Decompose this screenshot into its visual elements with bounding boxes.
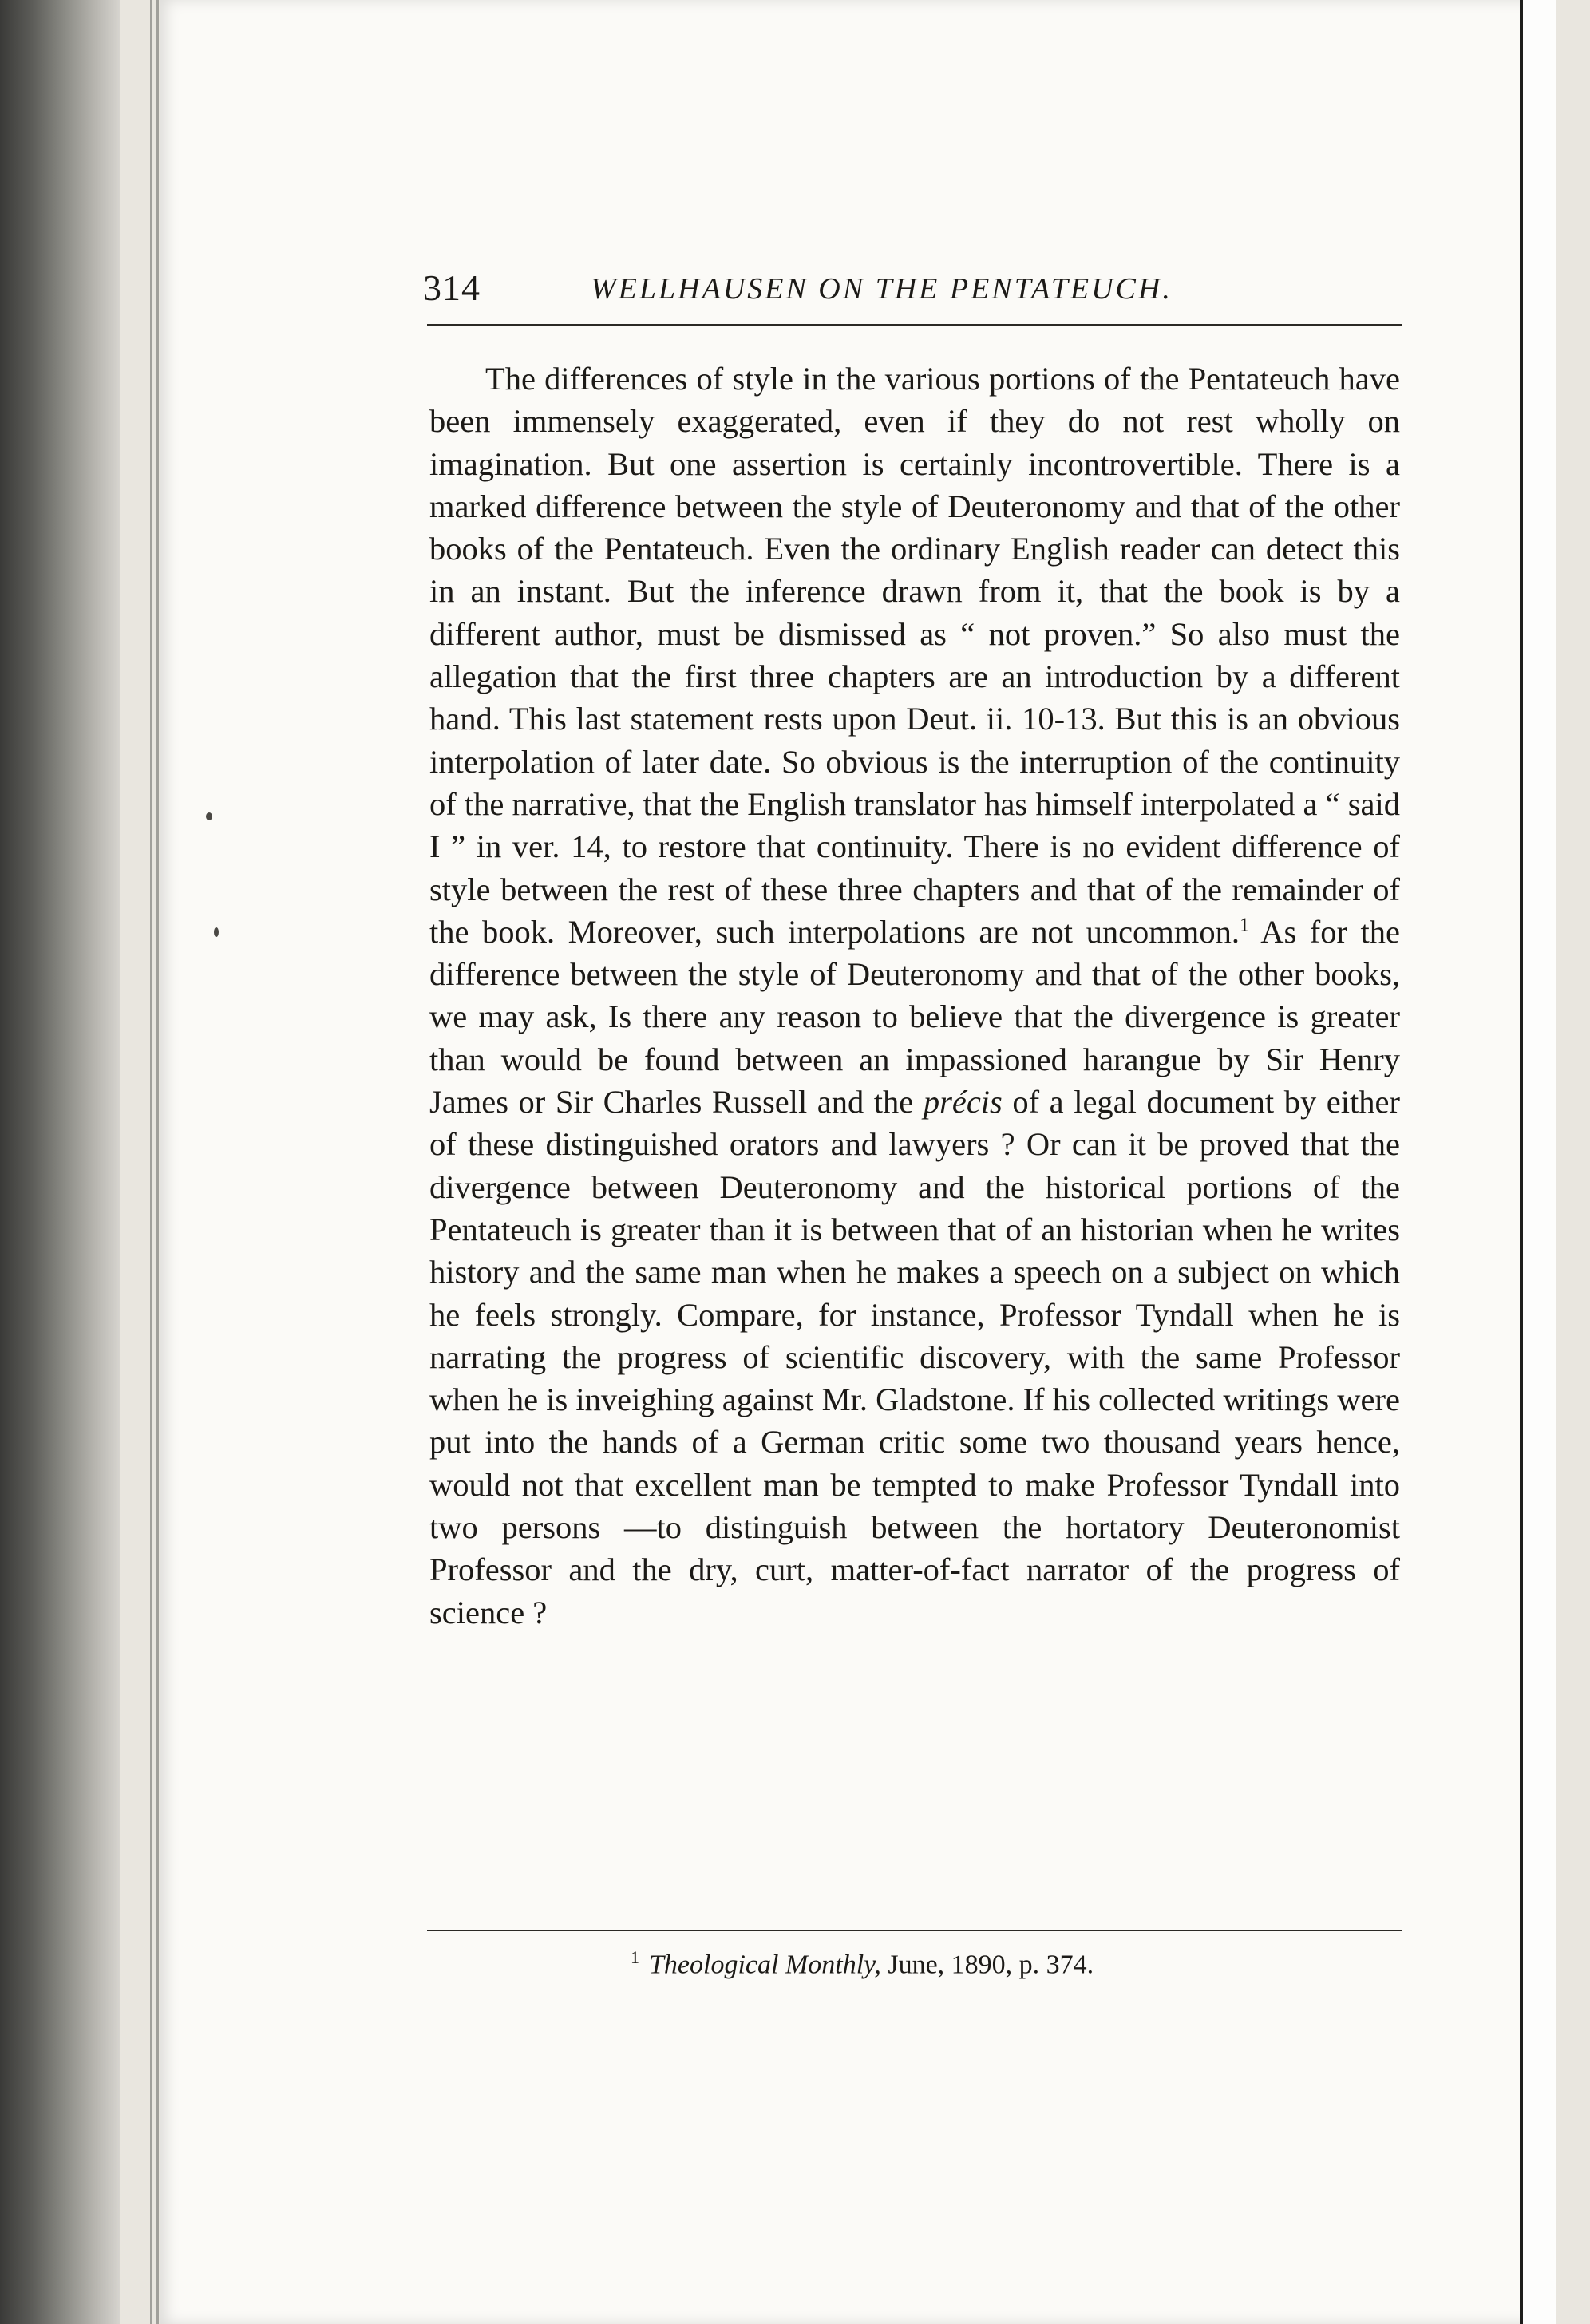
footnote-mark: 1 [631,1947,639,1967]
body-text-part-c: of a legal document by either of these distinguished orators and lawyers ? Or can it be proved that the divergence between Deuteronomy and the historical portions of the Pentateuch is greater than it is between that of an historian when he writes history and the same man when he makes a speech on a subject on which he feels strongly. Compare, for instance, Professor Tyndall when he is narrating the progress of scientific discovery, with the same Professor when he is inveighing against Mr. Gladstone. If his collected writings were put into the hands of a German critic some two thousand years hence, would not that excellent man be tempted to make Professor Tyndall into two persons —to distinguish between the hortatory Deuteronomist Professor and the dry, curt, matter-of-fact narrator of the progress of science ? [429,1084,1400,1630]
paper-speck [214,927,219,937]
body-text-part-b: As for the difference between the style of Deuteronomy and that of the other books, we may ask, Is there any reason to believe that the divergence is greater than would be found between an impassioned harangue by Sir Henry James or Sir Charles Russell and the [429,913,1400,1120]
footnote-reference: 1 [1239,915,1249,936]
gutter-line [156,0,159,2324]
footnote-citation: June, 1890, p. 374. [880,1950,1094,1980]
running-header [423,267,1403,314]
book-spine-shadow [0,0,120,2324]
footnote-journal: Theological Monthly, [649,1950,881,1980]
footnote [631,1947,1094,1980]
page-number: 314 [423,267,481,308]
body-paragraph [429,358,1400,1634]
gutter-line [150,0,152,2324]
italic-word-precis: précis [923,1084,1003,1120]
running-title: WELLHAUSEN ON THE PENTATEUCH. [591,272,1173,306]
body-text-part-a: The differences of style in the various portions of the Pentateuch have been immensely exaggerated, even if they do not rest wholly on imagination. But one assertion is certainly incontrovertible. There is a marked difference between the style of Deuteronomy and that of the other books of the Pentateuch. Even the ordinary English reader can detect this in an instant. But the inference drawn from it, that the book is by a different author, must be dismissed as “ not proven.” So also must the allegation that the first three chapters are an introduction by a different hand. This last statement rests upon Deut. ii. 10-13. But this is an obvious interpolation of later date. So obvious is the interruption of the continuity of the narrative, that the English translator has himself interpolated a “ said I ” in ver. 14, to restore that continuity. There is no evident difference of style between the rest of these three chapters and that of the remainder of the book. Moreover, such interpolations are not uncommon. [429,361,1400,950]
page-right-edge [1520,0,1556,2324]
header-rule [427,324,1402,326]
footnote-rule [427,1930,1402,1931]
paper-speck [206,812,212,820]
